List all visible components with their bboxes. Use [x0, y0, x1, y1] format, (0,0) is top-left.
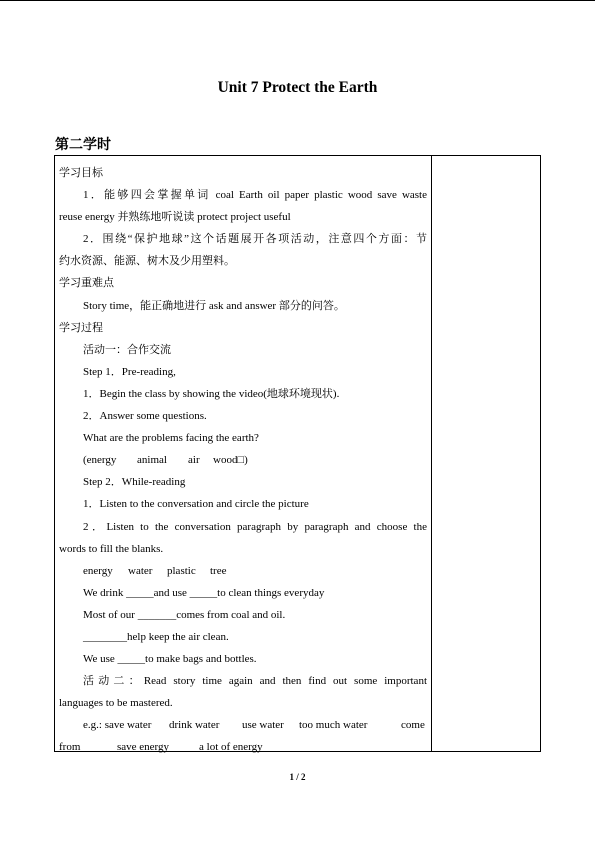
option-word: water — [128, 564, 153, 577]
option-word: (energy — [83, 454, 117, 467]
page-number: 1 / 2 — [289, 772, 306, 782]
option-word: air — [188, 454, 200, 467]
option-word: wood□) — [213, 454, 248, 467]
step1-item2: 2．Answer some questions. — [83, 410, 207, 423]
step1-item1: 1．Begin the class by showing the video(地球环境现状). — [83, 387, 340, 400]
example-phrase: drink water — [169, 719, 220, 732]
example-line1 — [59, 714, 427, 736]
activity2-line2: languages to be mastered. — [59, 697, 173, 710]
page-top-border — [0, 0, 595, 1]
goal1-line1: 1．能够四会掌握单词 coal Earth oil paper plastic wood save waste — [83, 189, 427, 202]
blank-sentence-1: We drink _____and use _____to clean things everyday — [83, 586, 325, 599]
blank-sentence-3: ________help keep the air clean. — [83, 630, 229, 643]
example-line2 — [59, 736, 427, 758]
lesson-subtitle: 第二学时 — [55, 137, 111, 153]
goals-heading: 学习目标 — [59, 167, 103, 179]
step2-heading: Step 2．While-reading — [83, 476, 186, 489]
example-phrase: come — [401, 719, 425, 732]
blank-sentence-2: Most of our _______comes from coal and oil. — [83, 608, 286, 621]
activity1-heading: 活动一：合作交流 — [83, 343, 171, 356]
activity2-line1: 活动二：Read story time again and then find out some important — [83, 675, 427, 688]
process-heading: 学习过程 — [59, 321, 103, 334]
goal2-line2: 约水资源、能源、树木及少用塑料。 — [59, 255, 235, 268]
example-phrase: a lot of energy — [199, 741, 263, 754]
example-phrase: save energy — [117, 741, 170, 754]
step2-item2-line2: words to fill the blanks. — [59, 542, 164, 555]
option-word: animal — [137, 454, 167, 467]
step2-item1: 1．Listen to the conversation and circle the picture — [83, 498, 309, 511]
example-phrase: too much water — [299, 719, 368, 732]
lesson-content — [59, 162, 427, 759]
option-word: tree — [210, 564, 227, 577]
example-phrase: from — [59, 741, 81, 754]
options2-line — [59, 560, 427, 582]
question-line: What are the problems facing the earth? — [83, 432, 259, 445]
key-points-heading: 学习重难点 — [59, 277, 114, 290]
blank-sentence-4: We use _____to make bags and bottles. — [83, 653, 257, 666]
table-column-divider — [431, 155, 432, 752]
example-phrase: e.g.: save water — [83, 719, 152, 732]
option-word: plastic — [167, 564, 196, 577]
goal1-line2: reuse energy 并熟练地听说读 protect project useful — [59, 211, 291, 224]
option-word: energy — [83, 564, 113, 577]
step1-heading: Step 1．Pre-reading, — [83, 365, 176, 378]
options1-line — [59, 449, 427, 471]
step2-item2-line1: 2．Listen to the conversation paragraph by paragraph and choose the — [83, 520, 427, 533]
example-phrase: use water — [242, 719, 284, 732]
document-title: Unit 7 Protect the Earth — [217, 79, 378, 96]
key-points-line: Story time，能正确地进行 ask and answer 部分的问答。 — [83, 299, 345, 312]
goal2-line1: 2．围绕“保护地球”这个话题展开各项活动，注意四个方面：节 — [83, 233, 427, 246]
